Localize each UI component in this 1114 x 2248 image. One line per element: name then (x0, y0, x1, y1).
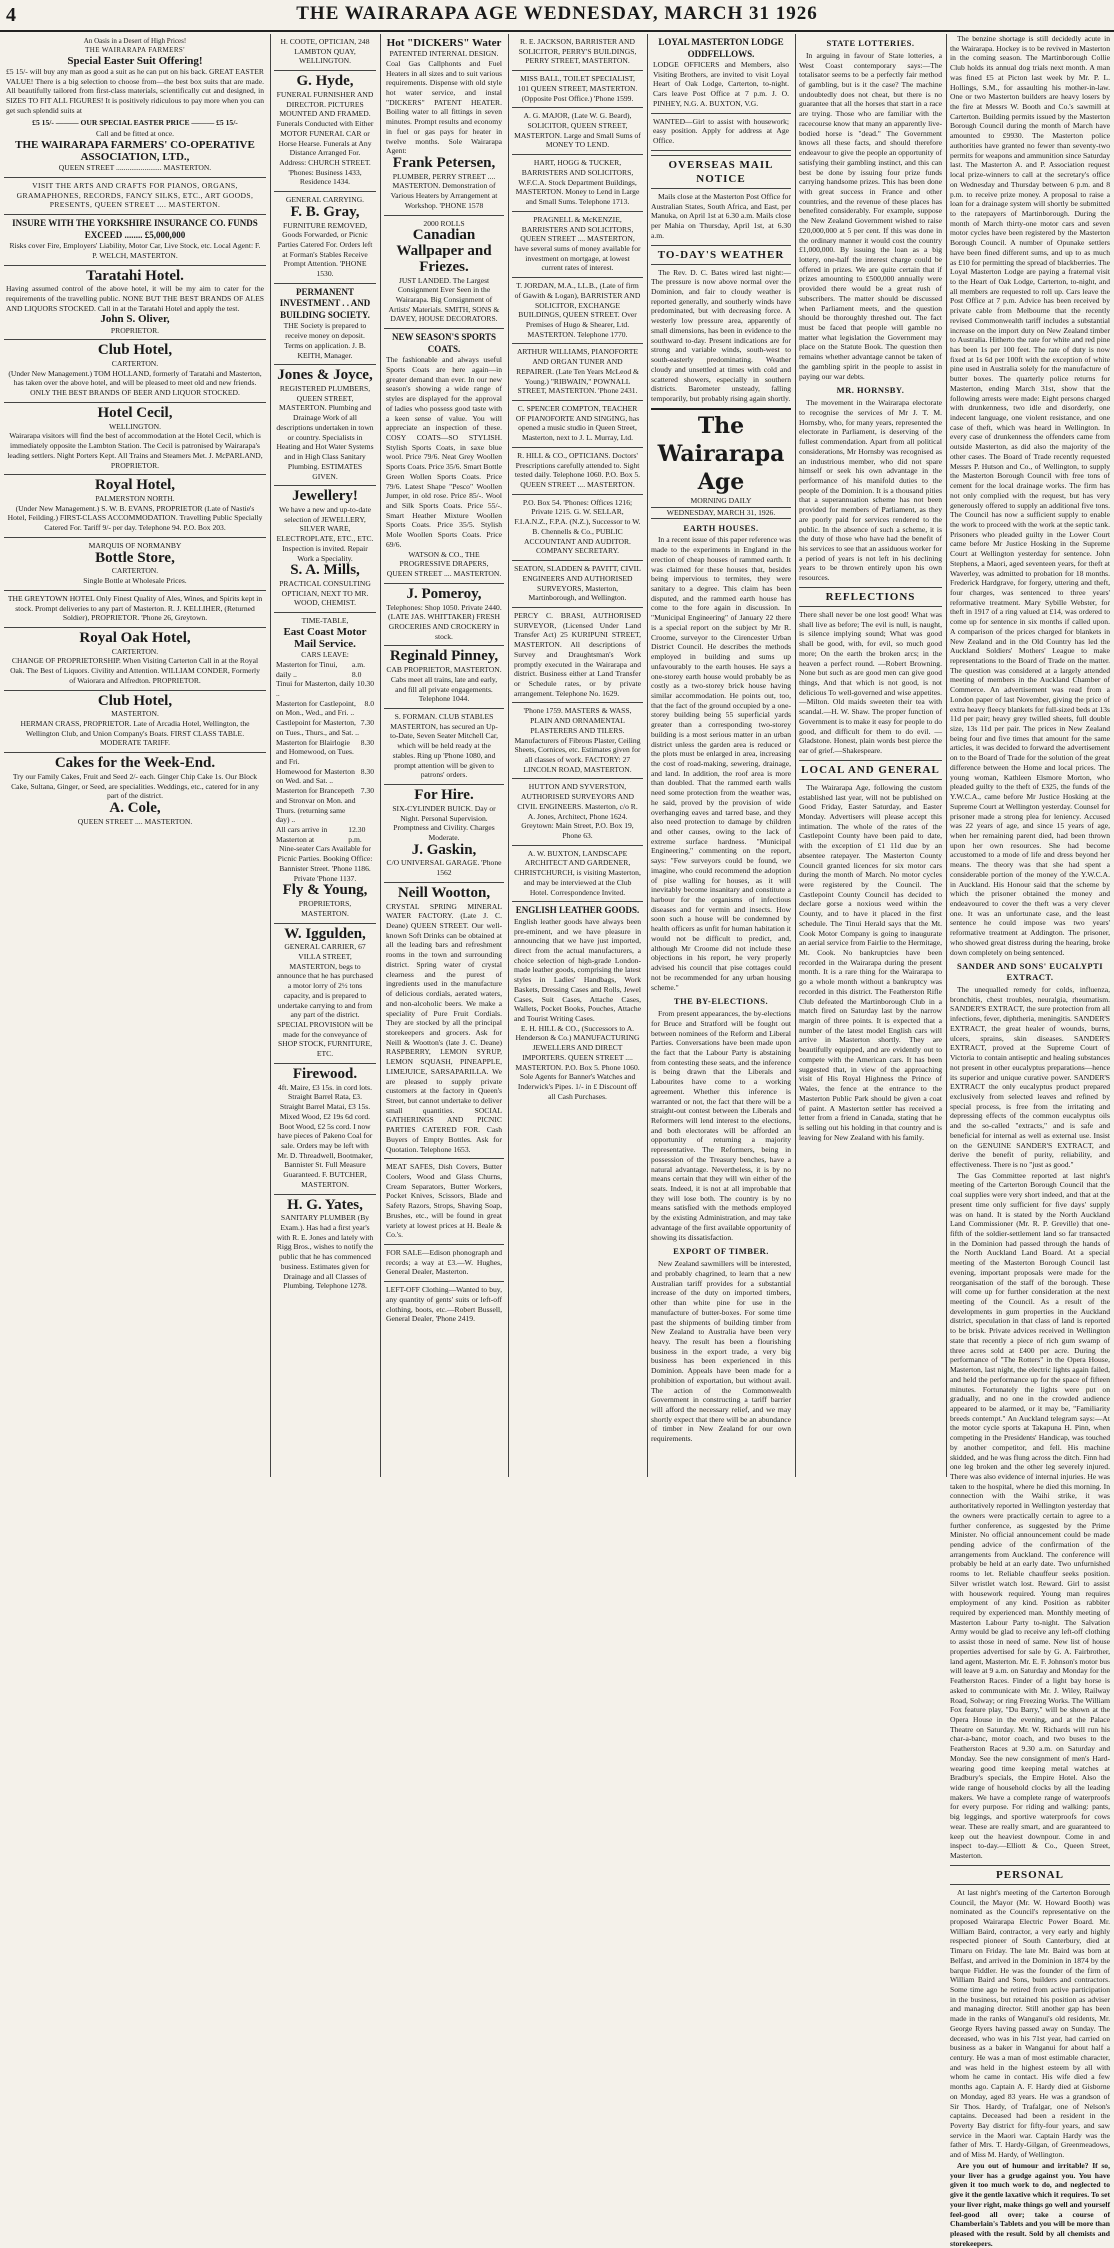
firewood-ad (274, 1064, 376, 1195)
dickers-heater-ad (384, 34, 504, 216)
timetable-row (276, 699, 374, 718)
ad-signature: A. Cole, (109, 800, 161, 817)
time: 7.30 (360, 718, 374, 728)
column-rule (946, 34, 947, 1477)
article-heading: STATE LOTTERIES. (826, 38, 915, 48)
ad-kicker: GENERAL CARRYING. (285, 195, 365, 205)
ad-body: 'Phone 1759. MASTERS & WASS, PLAIN AND ORNAMENTAL PLASTERERS AND TILERS. Manufacturers of Fibrous Plaster, Ceiling Sheets, Cornices, etc. Estimates given for all classes of work. FACTORY: 27 LINCOLN ROAD, MASTERTON. (514, 706, 641, 774)
notice-body: LODGE OFFICERS and Members, also Visiting Brothers, are invited to visit Loyal Heart of Oak Lodge, Carterton, to-night. Cars leave Post Office at 7 p.m. J. O. PINHEY, N.G. A. BUXTON, V.G. (653, 60, 789, 108)
route: Castlepoint for Masterton, on Tues., Thurs., and Sat. .. (276, 718, 359, 737)
ad-body: A. G. MAJOR, (Late W. G. Beard), SOLICITOR, QUEEN STREET, MASTERTON. Large and Small Sums of MONEY TO LEND. (514, 111, 641, 150)
seaton-sladden-ad (512, 561, 643, 608)
ad-sub: PATENTED INTERNAL DESIGN. (389, 49, 499, 59)
ad-headline: Club Hotel, (97, 692, 173, 709)
masters-wass-ad (512, 703, 643, 779)
bottle-store-ad (4, 538, 266, 591)
jewellery-ad (274, 486, 376, 613)
weather-body: The Rev. D. C. Bates wired last night:—The pressure is now above normal over the Dominion, and fair to cloudy weather is reported generally, and southerly winds have predominated, but with decreasing force. A westerly low pressure area, apparently of small dimensions, has been in evidence to the southward to-day. Present indications are for strong and variable winds, south-west to south-easterly predominating. Weather cloudy and unsettled at times with cold and scattered showers, especially in southern districts. Barometer unsteady, falling temporarily, but probably rising again shortly. (651, 267, 791, 403)
wootton-water-ad (384, 883, 504, 1159)
ad-body: Nine-seater Cars Available for Picnic Parties. Booking Office: Bannister Street. 'Phone 1186. Private 'Phone 1137. (277, 844, 373, 883)
ad-signature: J. Gaskin, (411, 841, 477, 858)
ad-firm: E. H. HILL & CO., (Successors to A. Henderson & Co.) MANUFACTURING JEWELLERS AND DIRECT IMPORTERS. QUEEN STREET .... MASTERTON. P.O. Box 5. Phone 1060. Sole Agents for Banner's Watches and Inderwick's Pipes. 1/- in £ Discount off all Cash Purchases. (515, 1023, 640, 1101)
article-body: New Zealand sawmillers will be interested, and probably chagrined, to learn that a new Australian tariff provides for a substantial increase of the duty on imported timbers, other than white pine for use in the manufacture of butter-boxes. For some time past the shipments of building timber from New Zealand to Australia have been very heavy. The result has been a flourishing business in the export trade, a very big business has been experienced in this Dominion. Appeals have been made for a prohibition of exportation, but without avail. The action of the Commonwealth Government in constructing a tariff barrier will afford the necessary relief, and we may shortly expect that there will be an abundance of timber in New Zealand for our own requirements. (651, 1259, 791, 1444)
ad-body: Having assumed control of the above hotel, it will be my aim to cater for the requirements of the travelling public. NONE BUT THE BEST BRANDS OF ALES AND LIQUORS STOCKED. Call in at the Taratahi Hotel and apply the test. (6, 284, 264, 313)
ad-firm: WATSON & CO., THE PROGRESSIVE DRAPERS, QUEEN STREET .... MASTERTON. (386, 549, 502, 579)
column-1 (4, 34, 266, 1477)
ad-body: SEATON, SLADDEN & PAVITT, CIVIL ENGINEERS AND AUTHORISED SURVEYORS, Masterton, Martinborough, and Wellington. (514, 564, 641, 603)
ad-body: Single Bottle at Wholesale Prices. (83, 576, 187, 586)
section-heading-reflections: REFLECTIONS (799, 587, 942, 607)
ad-role: PLUMBER, PERRY STREET .... MASTERTON. Demonstration of Various Heaters by Arrangement at Workshop. 'PHONE 1578 (390, 171, 498, 210)
ad-body: REGISTERED PLUMBERS, QUEEN STREET, MASTERTON. Plumbing and Drainage Work of all descriptions undertaken in town or country. Specialists in Heating and Hot Water Systems and in High Class Sanitary Plumbing. ESTIMATES GIVEN. (276, 384, 374, 481)
time: 8.30 (360, 766, 374, 776)
ad-sub: PALMERSTON NORTH. (95, 494, 175, 503)
pomeroy-ad (384, 584, 504, 647)
timetable-row (276, 767, 374, 786)
column-6 (799, 34, 942, 1477)
column-rule (647, 34, 648, 1477)
ad-body: SIX-CYLINDER BUICK. Day or Night. Personal Supervision. Promptness and Civility. Charges Moderate. (392, 803, 496, 842)
ad-kicker: MARQUIS OF NORMANBY (88, 540, 182, 550)
time: 10.30 (356, 679, 374, 689)
ad-headline: PERMANENT INVESTMENT . . AND BUILDING SOCIETY. (279, 286, 371, 320)
route: Tinui for Masterton, daily .. (276, 679, 355, 698)
timetable-row (276, 718, 374, 737)
ad-sub: MASTERTON. (111, 709, 159, 719)
ad-role: PROPRIETOR. (110, 325, 160, 335)
masthead-title: THE WAIRARAPA AGE WEDNESDAY, MARCH 31 1926 (296, 3, 818, 24)
column-3 (384, 34, 504, 1477)
ad-headline: Canadian Wallpaper and Friezes. (396, 227, 492, 275)
timetable-row (276, 738, 374, 767)
ad-body: Wairarapa visitors will find the best of accommodation at the Hotel Cecil, which is immediately opposite the Lambton Station. The Cecil is patronised by Wairarapa's leading settlers. Night Porters Kept. All Trains and Steamers Met. J. McPARLAND, PROPRIETOR. (7, 431, 263, 470)
ad-body: CAB PROPRIETOR, MASTERTON. Cabs meet all trains, late and early, and fill all private engagements. Telephone 1044. (386, 665, 502, 704)
ad-call: Call and be fitted at once. (95, 129, 175, 139)
ad-kicker: TIME-TABLE, (301, 616, 349, 626)
ad-signature: S. A. Mills, (290, 562, 360, 579)
time: 12.30 p.m. (348, 825, 366, 844)
ad-body: SANITARY PLUMBER (By Exam.). Has had a first year's with R. E. Jones and lately with Rigg Bros., wishes to notify the public that he has commenced business. Estimates given for Drainage and all Classes of Plumbing. Telephone 1278. (276, 1213, 374, 1291)
ad-body: C. SPENCER COMPTON, TEACHER OF PIANOFORTE AND SINGING, has opened a music studio in Queen Street, Masterton, next to J. L. Murray, Ltd. (515, 404, 640, 443)
ad-body: A. W. BUXTON, LANDSCAPE ARCHITECT AND GARDENER, CHRISTCHURCH, is visiting Masterton, and may be interviewed at the Club Hotel. Correspondence Invited. (514, 848, 641, 897)
coote-optician-ad (274, 34, 376, 71)
ad-kicker: 2000 ROLLS (423, 218, 465, 228)
ad-body: THE Society is prepared to receive money on deposit. Terms on application. J. B. KEITH, Manager. (283, 321, 367, 360)
cakes-ad (4, 753, 266, 830)
pinney-cab-ad (384, 646, 504, 709)
column-rule (270, 34, 271, 1477)
column-2 (274, 34, 376, 1477)
ad-body: T. JORDAN, M.A., LL.B., (Late of firm of Gawith & Logan), BARRISTER AND SOLICITOR, EXCHANGE BUILDINGS, QUEEN STREET. Over Premises of Hugo & Shearer, Ltd. MASTERTON. Telephone 1770. (514, 281, 641, 339)
article-heading: SANDER AND SONS' EUCALYPTI EXTRACT. (956, 961, 1104, 983)
route: Homewood for Masterton on Wed. and Sat. .. (276, 766, 355, 786)
reflections-body: There shall never be one lost good! What was shall live as before; The evil is null, is naught, is silence implying sound; What was good shall be good, with, for evil, so much good more; On the earth the broken arcs; in the heaven a perfect round. —Robert Browning. None but such as are good men can give good things, And that which is not good, is not delicious To well-governed and wise appetites. —Milton. Old maids sweeten their tea with scandal.—H. W. Shaw. The proper function of Government is to make it easy for people to do good, and difficult for them to do evil. —Gladstone. Honest, plain words best pierce the ear of grief.—Shakespeare. (799, 609, 942, 755)
ad-headline: Special Easter Suit Offering! (67, 54, 203, 67)
ad-body: CHANGE OF PROPRIETORSHIP. When Visiting Carterton Call in at the Royal Oak. The Best of Liquors. Civility and Attention. WILLIAM CONDER, Formerly of Waiorara and Alfredton. PROPRIETOR. (10, 656, 260, 685)
ad-body: FOR SALE—Edison phonograph and records; a way at £3.—W. Hughes, General Dealer, Masterton. (386, 1248, 502, 1277)
hill-opticians-ad (512, 448, 643, 495)
ad-body: LEFT-OFF Clothing—Wanted to buy, any quantity of gents' suits or left-off clothing, boots, etc.—Robert Bussell, General Dealer, 'Phone 2419. (386, 1285, 502, 1324)
ad-sub: CARTERTON. (111, 646, 159, 656)
timetable-row (276, 786, 374, 825)
ad-body: GENERAL CARRIER, 67 VILLA STREET, MASTERTON, begs to announce that he has purchased a motor lorry of 2½ tons capacity, and is prepared to undertake carrying to and from any part of the district. SPECIAL PROVISION will be made for the conveyance of SHOP STOCK, FURNITURE, ETC. (276, 942, 374, 1059)
leather-goods-ad (512, 902, 643, 1105)
article-heading: THE BY-ELECTIONS. (673, 996, 769, 1007)
buxton-gardener-ad (512, 846, 643, 903)
ad-body: The fashionable and always useful Sports Coats are here again—in greater demand than ever. In our new season's showing a wide range of styles are displayed for the approval of ladies who possess good taste with a keen sense of value. You will appreciate an inspection of these. COSY COATS—SO STYLISH. Stylish Sports Coats, in saxe blue wool. Price 79/6. Neat Grey Woollen Sports Coats. Price 35/6. Smart Bottle Green Wollen Sports Coats. Price 79/6. Latest Shape "Pesco" Woollen Jumper, in old rose. Price 85/-. Wool and Silk Sports Coats. Price 55/-. Smart Heather Mixture Woollen Sports Coats. Price 35/5. Stylish Mole Woollen Sports Coats. Price 69/6. (386, 355, 502, 549)
club-hotel-masterton-ad (4, 691, 266, 754)
building-society-ad (274, 284, 376, 365)
ad-body: MEAT SAFES, Dish Covers, Butter Coolers, Wood and Glass Churns, Cream Separators, Butter Workers, Pocket Knives, Scissors, Blade and Safety Razors, Strops, Shaving Soap, Brushes, etc., will be found in great variety at lowest prices at H. Beale & Co.'s. (386, 1162, 502, 1240)
mail-notice-body: Mails close at the Masterton Post Office for Australian States, South Africa, and East, per Manuka, on April 1st at 6.30 a.m. Mails close per Mahia on Thursday, April 1st, at 6.30 a.m. (651, 191, 791, 240)
brasi-surveyor-ad (512, 608, 643, 703)
ad-body: FUNERAL FURNISHER AND DIRECTOR. PICTURES MOUNTED AND FRAMED. Funerals Conducted with Either MOTOR FUNERAL CAR or Horse Hearse. Funerals at Any Distance Arranged For. Address: CHURCH STREET. 'Phones: Business 1433, Residence 1434. (276, 89, 374, 187)
ad-kicker-1: An Oasis in a Desert of High Prices! (83, 37, 187, 45)
toilet-specialist-ad (512, 71, 643, 108)
motor-mail-timetable (274, 613, 376, 923)
royal-hotel-ad (4, 475, 266, 538)
ad-body: HERMAN CRASS, PROPRIETOR. Late of Arcadia Hotel, Wellington, the Wellington Club, and Union Company's Boats. FIRST CLASS TABLE. MODERATE TARIFF. (20, 719, 250, 748)
closing-ad: Are you out of humour and irritable? If so, your liver has a grudge against you. You have given it too much work to do, and neglected to give it the gentle laxative which it requires. To set your liver right, make things go well and yourself feel-good all over; take a course of Chamberlain's Tablets and you will be more than pleased with the result. Sold by all chemists and storekeepers. (950, 2160, 1110, 2248)
ad-body: Coal Gas Callphonts and Fuel Heaters in all sizes and to suit various requirements. Dispense with old style hot water service, and instal "DICKERS" PATENT HEATER. Boiling water to all fittings in seven minutes. Prompt results and economy in fuel or gas pays for heater in twelve months. Sole Wairarapa Agent: (386, 58, 502, 156)
notice-body: WANTED—Girl to assist with housework; easy position. Apply for address at Age Office. (653, 116, 789, 146)
ad-body: Risks cover Fire, Employers' Liability, Motor Car, Live Stock, etc. Local Agent: F. P. WELCH, MASTERTON. (9, 241, 261, 260)
ad-body: MISS BALL, TOILET SPECIALIST, 101 QUEEN STREET, MASTERTON. (Opposite Post Office.) 'Phone 1599. (517, 74, 638, 103)
iggulden-carrier-ad (274, 924, 376, 1064)
ad-body: (Under New Management.) TOM HOLLAND, formerly of Taratahi and Masterton, has taken over the above hotel, and will be pleased to meet old and new friends. ONLY THE BEST BRANDS OF BEER AND LIQUOR STOCKED. (8, 368, 262, 398)
ad-headline: Hot "DICKERS" Water (386, 37, 502, 49)
ad-headline: J. Pomeroy, (406, 585, 482, 602)
route: All cars arrive in Masterton at (276, 825, 328, 844)
ad-body: P.O. Box 54. 'Phones: Offices 1216; Private 1215. G. W. SELLAR, F.I.A.N.Z., F.P.A. (N.Z.), Successor to W. B. Chennells & Co., PUBLIC ACCOUNTANT AND AUDITOR. COMPANY SECRETARY. (514, 497, 641, 556)
section-heading-weather: TO-DAY'S WEATHER (651, 245, 791, 265)
route: Masterton for Castlepoint, on Mon., Wed., and Fri. .. (276, 698, 356, 718)
hutton-syverston-ad (512, 779, 643, 845)
for-hire-ad (384, 785, 504, 883)
masthead (0, 0, 1114, 32)
jackson-solicitor-ad (512, 34, 643, 71)
ad-body: FURNITURE REMOVED, Goods Forwarded, or Picnic Parties Catered For. Orders left at Forman's Stables Receive Prompt Attention. 'PHONE 1530. (277, 220, 373, 279)
timetable-row (276, 679, 374, 698)
wanted-notice (651, 114, 791, 151)
williams-piano-tuner-ad (512, 344, 643, 401)
column-5 (651, 34, 791, 1477)
arts-crafts-ad (4, 178, 266, 215)
column-rule (380, 34, 381, 1477)
ad-headline: Jones & Joyce, (277, 367, 373, 384)
ad-headline: Jewellery! (292, 488, 358, 505)
farmers-suit-ad (4, 34, 266, 178)
oddfellows-notice (651, 34, 791, 114)
ad-headline: Royal Hotel, (95, 477, 175, 494)
ad-signature: John S. Oliver, (100, 313, 170, 326)
article-heading: EARTH HOUSES. (683, 522, 759, 533)
ad-body: HUTTON AND SYVERSTON, AUTHORISED SURVEYORS AND CIVIL ENGINEERS. Masterton, c/o R. A. Jones, Architect, Phone 1624. Greytown: Main Street, P.O. Box 19, Phone 63. (517, 782, 638, 841)
ad-body: JUST LANDED. The Largest Consignment Ever Seen in the Wairarapa. Big Consignment of Artists' Materials. SMITH, SONS & DAVEY, HOUSE DECORATORS. (388, 275, 500, 324)
royal-oak-hotel-ad (4, 628, 266, 691)
yorkshire-insurance-ad (4, 215, 266, 265)
ad-body: ARTHUR WILLIAMS, PIANOFORTE AND ORGAN TUNER AND REPAIRER. (Late Ten Years McLeod & Young.) "RIBWAIN," POWNALL STREET, MASTERTON. 'Phone 2431. (516, 347, 639, 396)
time: a.m. 8.0 (351, 659, 365, 679)
ad-headline: Club Hotel, (97, 342, 173, 359)
ad-headline: F. B. Gray, (290, 203, 360, 220)
route: Masterton for Brancepeth and Stronvar on Mon. and Thurs. (returning same day) .. (276, 786, 356, 825)
article-body: The unequalled remedy for colds, influenza, bronchitis, chest troubles, neuralgia, rheumatism. SANDER'S EXTRACT, the sure protection from all infections, fever, diphtheria, meningitis. SANDER'S EXTRACT, the great healer of wounds, burns, ulcers, sprains, skin diseases. SANDER'S EXTRACT, proved at the Supreme Court of Victoria to contain antiseptic and healing substances not present in other eucalyptus preparations—hence its superior and unique curative power. SANDER'S EXTRACT the only eucalyptus product prepared exclusively from selected leaves and refined by special process, is free from the irritating and depressing effects of the common eucalyptus oils and the so-called "extracts," and is safe and beneficial for internal as well as external use. Insist on the GENUINE SANDER'S EXTRACT, and derive the benefit of purity, reliability, and effectiveness. There is no "just as good." (950, 985, 1110, 1169)
ad-headline: East Coast Motor Mail Service. (283, 625, 367, 651)
ad-kicker-2: THE WAIRARAPA FARMERS' (85, 45, 185, 54)
club-hotel-carterton-ad (4, 340, 266, 403)
ad-signature: Fly & Young, (282, 882, 368, 899)
ad-sub: WELLINGTON. (109, 421, 161, 431)
forman-stables-ad (384, 709, 504, 785)
ad-headline: G. Hyde, (296, 73, 354, 90)
article-heading: MR. HORNSBY. (836, 385, 905, 396)
ad-headline: Hotel Cecil, (97, 404, 173, 421)
column-rule (795, 34, 796, 1477)
sports-coats-ad (384, 329, 504, 584)
ad-body: H. COOTE, OPTICIAN, 248 LAMBTON QUAY, WELLINGTON. (280, 37, 370, 66)
ad-role: PRACTICAL CONSULTING OPTICIAN, NEXT TO MR. WOOD, CHEMIST. (279, 579, 371, 608)
ad-body: PERCY C. BRASI, AUTHORISED SURVEYOR, (Licensed Under Land Transfer Act) 25 KURIPUNI STREET, MASTERTON. All descriptions of Survey and Draughtsman's Work promptly executed in the Wairarapa and district. Business either at Land Transfer or Schedule rates, or by private arrangement. Telephone No. 1629. (514, 610, 641, 698)
timetable-row (276, 660, 374, 679)
ad-headline: NEW SEASON'S SPORTS COATS. (391, 332, 497, 354)
jordan-barrister-ad (512, 278, 643, 344)
local-news-body: The Wairarapa Age, following the custom established last year, will not be published on Good Friday, Easter Saturday, and Easter Monday. Advertisers will please accept this intimation. The whole of the rates of the Castlepoint County have been paid to date, with the exception of £1 11d due by an absentee ratepayer. The Masterton County Council granted licences for six motor cars during the month of March. No motor cycles were registered by the Council. The Castlepoint County Council has decided to declare gorse a noxious weed within the County, and to have it placed in the first schedule. The Tinui Herald says that the Mt. Cook Motor Company is going to inaugurate an aerial service from Fairlie to the Hermitage, Mt. Cook. No bankruptcies have been recorded in the Wairarapa during the present month. It is a rare thing for the Wairarapa to go a whole month without a bankruptcy was recorded in this district. The Featherston Rifle Club defeated the Martinborough Club in a match fired on Saturday last by the narrow margin of three points. It is expected that a number of the latest model English cars will arrive in Masterton shortly. They are beautifully equipped, and are evidently out to compete with the American cars. It has been suggested that, in view of the approaching visit of His Royal Highness the Prince of Wales, the fence at the entrance to the Masterton Public Park should be given a coat of paint. A Masterton settler has received a letter from a friend in Canada, stating that he is selling out his holding in that country and is leaving for New Zealand with his family. (799, 782, 942, 1142)
ad-body: PRAGNELL & McKENZIE, BARRISTERS AND SOLICITORS, QUEEN STREET .... MASTERTON, have several sums of money available for investment on mortgage, at lowest current rates of interest. (514, 214, 641, 273)
compton-music-ad (512, 401, 643, 448)
column-rule (508, 34, 509, 1477)
article-body: In a recent issue of this paper reference was made to the experiments in England in the erection of cheap houses of rammed earth. It was claimed for these houses that, besides being impervious to termites, they were sanitary to a degree. This claim has been disputed, and the rammed earth house has come to the fore again in discussion. In "Municipal Engineering" of January 22 there is a special report on the subject by Mr R. Croome, surveyor to the Cirencester Urban District Council. He describes the methods employed in building and sums up unfavourably to the earth houses. He says a one-storey earth house would probably be as costly as a two-storey brick house having similar accommodation. He points out, too, that the fact of the ground occupied by a one-storey building being 55 superficial yards greater than a corresponding two-storey building is a most serious matter in an urban district unless the garden area is reduced or the plots must be enlarged in area, increasing the cost of road-making, sewering, drainage, and land. In addition, the roof area is more than doubled. That the rammed earth walls need some protection from the weather was, he said, proved by the provision of wide overhanging eaves and tarred base, and they also need protection to damage by children and other causes, owing to the lack of extreme surface hardness. "Municipal Engineering," commenting on the report, says: "Few surveyors could be found, we imagine, who could recommend the adoption of pise walling for houses, as it will inevitably become insanitary and constitute a harbour for the organisms of infectious diseases and for vermin and insects. How soon such a house will be condemned by health officers as unfit for human habitation it would not be difficult to predict, and, although Mr Croome did not include these objections in his report, he very properly advised his council that pise cottages could not be recommended for any urban housing scheme." (651, 535, 791, 992)
ad-body: (Under New Management.) S. W. B. EVANS, PROPRIETOR (Late of Nastie's Hotel, Feilding.) FIRST-CLASS ACCOMMODATION. Travelling Public Specially Catered For. Tariff 9/- per day. Telephone 94. P.O. Box 203. (7, 503, 263, 533)
ad-headline: INSURE WITH THE YORKSHIRE INSURANCE CO. FUNDS EXCEED ........ £5,000,000 (12, 218, 258, 240)
page-number: 4 (6, 4, 16, 26)
local-news-continued: The benzine shortage is still decidedly acute in the Wairarapa. Hockey is to be revived in Masterton in the coming season. The Martinborough Collie Club holds its annual dog trials next month. A man was fined £5 at Picton last week by Mr. P. L. Hollings, S.M., for assaulting his mother-in-law. One or two Masterton builders are heavy losers by the fire at Messrs W. Booth and Co.'s sawmill at Carterton. Building permits issued by the Masterton Borough Council during the month of March have amounted to £9930. The Masterton police authorities have granted no fewer than seventy-two permits for weapons and ammunition since Saturday last. The Masterton A. and P. Association request local prize-winners to call at the secretary's office on Wednesday and Thursday between 6 p.m. and 8 p.m. to receive prize money. A proposal to raise a loan for a drainage system will shortly be submitted to the ratepayers of Martinborough. During the month of March thirty-one motor cars and seven motor cycles have been registered by the Masterton Borough Council. A number of Opunake settlers have been fined different sums, and up to as much as £10 for permitting the spread of blackberries. The Loyal Masterton Lodge are paying a fraternal visit to the Heart of Oak Lodge, Carterton, to-night, and all members are requested to roll up. Cars leave the Post Office at 7 p.m. Advice has been received by private cable from Melbourne that the recently revised Commonwealth tariff includes a substantial increase on the import duty on New Zealand timber to Australia. Hitherto the rate for white and red pine has been 1s per 100 feet. The rate of duty is now fixed at 1s 6d per 100ft with the exception of white pine used in Australia solely for the manufacture of butter boxes. The quarterly police returns for Masterton, ending March 31st, show that the following arrests were made: Eight persons charged with drunkenness, two idle and disorderly, one indecent language, one violent resistance, and one case of theft, which was heard in Wellington. In every case of drunkenness the offenders came from outside Masterton, as did also the majority of the other cases. The Board of Trade recently requested Messrs P. Hutson and Co., of Wellington, to supply the Masterton Borough Council with free tons of cement for the local drainage works. The firm has not only complied with the request, but has very generously offered to supply an additional five tons. The Council has now a sufficient supply to enable the work to proceed with the work at the septic tank. Prisoners who pleaded guilty in the Lower Court came before Mr Justice Hosking in the Supreme Court at Wellington yesterday for sentence. John Stephens, a Maori, aged seventeen years, for theft at Waverley, was admitted to probation for 18 months. Frederick Hardgrave, for forgery, uttering and theft, four charges, was sentenced to three years' reformative treatment. Mary Sybille Webster, for theft in 1917 of a ring valued at £14, was ordered to come up for sentence in six months if called upon. A comparison of the prices charged for blankets in New Zealand and in the Old Country has led the Auckland Soldiers' Mothers' League to make representations to the Board of Trade on the matter. The question was considered at a largely attended meeting of members in the Auckland Chamber of Commerce. An advertisement was read from a London paper of last November, giving the price of extra heavy fleecy blankets for full-sized beds at 13s 11d per pair; heavy grey twilled sheets, full double size, 13s 11d per pair. The prices in New Zealand being four and five times that amount for the same articles, it was decided to forward the advertisement on to the Board of Trade for the solution of the great difference between the Home and local prices. The young woman, Kathleen Elsmore Morton, who pleaded guilty to the theft of £325, the funds of the Y.W.C.A., came before Mr Justice Hosking at the Supreme Court at Wellington yesterday. Counsel for prisoner made a strong plea for leniency. Accused was 22 years of age, and since 15 years of age, when her remaining parent died, had been thrown upon her own resources. She had become accustomed to a mode of life and dress beyond her means. The theory was that she had spent a considerable portion of the money of the Y.W.C.A. in Auckland. His Honour said that the scheme by which the prisoner obtained the money and endeavoured to cover the theft was a very clever one. It was an unfortunate case, and the least sentence he could impose was two years' reformative treatment at Addington. The prisoner, who showed great distress during the hearing, broke down completely on being sentenced. (950, 34, 1110, 957)
article-body: The movement in the Wairarapa electorate to recognise the services of Mr J. T. M. Hornsby, who, for many years, represented the electorate in Parliament, is deserving of the fullest commendation. Apart from all political considerations, Mr Hornsby was recognised as an industrious member, who did not spare himself or seek his own advantage in the performance of his manifold duties to the people of the Dominion. It is a thousand pities that a superannuation scheme has not been provided for members of Parliament, as they are poorly paid for services rendered to the public. In the absence of such a scheme, it is the duty of those who have had the benefit of his services to see that an assiduous worker for a period of years is not left in his declining years to be thrown entirely upon his own resources. (799, 398, 942, 583)
column-8 (950, 34, 1111, 2248)
ad-address: QUEEN STREET .... MASTERTON. (77, 816, 193, 826)
ad-headline: W. Iggulden, (284, 925, 366, 942)
ad-firm: THE WAIRARAPA FARMERS' CO-OPERATIVE ASSOCIATION, LTD., (15, 139, 255, 164)
ad-body: English leather goods have always been pre-eminent, and we have pleasure in announcing that we have just imported, direct from the actual manufacturers, a choice selection of high-grade London-made leather goods, comprising the latest styles in Ladies' Handbags, Work Baskets, Dressing Cases and Rolls, Jewel Cases, Suit Cases, Attache Cases, Wallets, Pocket Books, Pouches, Attache and Tourist Writing Cases. (514, 916, 641, 1024)
article-body: From present appearances, the by-elections for Bruce and Stratford will be fought out between nominees of the Reform and Liberal Parties. Conversations have been made upon the fact that the Labour Party is abstaining from contesting these seats, and the inference is being drawn that the Liberals and Labourites have come to a working agreement. Whether this inference is warranted or not, the fact that there will be a straight-out contest between the Liberals and Reformers will lend interest to the elections, and both electorates will be afforded an opportunity of returning a majority representative. The Reformers, being in possession of the Treasury benches, have a natural advantage. Nevertheless, it is by no means certain that they will win either of the seats. Indeed, it is not at all improbable that they will lose both. The country is by no means satisfied with the methods employed by the existing Administration, and may take advantage of the first available opportunity of showing its dissatisfaction. (651, 1009, 791, 1242)
news-briefs: The Gas Committee reported at last night's meeting of the Carterton Borough Council that the coal supplies were very short indeed, and that at the present time only sufficient for five days' supply was on hand. It is stated by the North Auckland Land Commissioner (Mr. R. P. Greville) that one-fifth of the soldier-settlement land so far transacted in the Dominion had passed through the hands of the North Auckland Land Board. At a special meeting of the Masterton Borough Council last evening, important proposals were made for the reorganisation of the staff of the borough. These will come up for further consideration at the next meeting of the Council. As a result of the developments in gum properties in the Auckland district, speculation in that class of land is reported to be brisk. Private advices received in Wellington state that recently a piece of rich gum swamp of three acres sold at £400 per acre. During the performance of "The Rotters" in the Opera House, Masterton, last night, the electric lights again failed, and held the performance up for the space of fifteen minutes. Fortunately the lights were put on gradually, and no one in the crowded audience appeared to be alarmed, or it may be, "Familiarity breeds contempt." An Auckland telegram says:—At the motor cycle sports at Takapuna H. Pinn, when competing in the Presidents' Handicap, was touched by another competitor, and fell. His machine skidded, and he was flung across the ditch. Finn had one leg broken and the other leg severely injured. There was also evidence of internal injuries. He was taken to the hospital, where he died this morning. In connection with the Waihi strike, it was authoritatively reported in Wellington yesterday that the owners were practically certain to agree to a further conference, as suggested by the Prime Minister. No official announcement could be made pending advice of the confirmation of the arrangements from Auckland. The conference will probably be held at an early date. Two unfurnished rooms to let. Reliable chauffeur seeks position. Silver wristlet watch lost. Reward. Girl to assist with housework required. Young man requires employment of any kind. Position as rabbiter required by experienced man. Monthly meeting of Masterton Labour Party to-night. The Salvation Army would be glad to receive any left-off clothing to assist those in need of same. New list of house properties advertised for sale by G. A. Fairbrother, land agent, Masterton. Mr. E. F. Johnson's motor bus will leave at 9 a.m. on Saturday and Monday for the Featherston Races. Finder of a light bay horse is asked to communicate with Mr. J. Wiley, Railway Road, Solway; or ring Freezing Works. The William Fox feature play, "Du Barry," will be shown at the Opera House in the evening, and at the Palace Theatre on Saturday. Mr. W. Richards will run his char-a-banc, motor coach, and two buses to the Featherston Races at 9.30 a.m. on Saturday and Monday. See the new consignment of men's Hard-wearing good time keeping metal watches at Bradbury's specials, the Empire Hotel. Also the wide range of household clocks by all the leading makers. We have a complete range of waterproofs for every purpose. For riding and walking: pants, big leggings, and sportive waterproofs for cows wear. These are really smart, and are guaranteed to keep out the heaviest downpour. Come in and inspect to-day.—Elliott & Co., Queen Street, Masterton. (950, 1170, 1111, 1860)
ad-headline: H. G. Yates, (287, 1196, 363, 1213)
ad-role: PROPRIETORS, MASTERTON. (298, 899, 352, 918)
ad-body: CRYSTAL SPRING MINERAL WATER FACTORY. (Late J. C. Deane) QUEEN STREET. Our well-known Soft Drinks can be obtained at all the leading bars and refreshment rooms in the town and surrounding district. Spring water of crystal clearness and the purest of ingredients used in the manufacture of delicious cordials, aerated waters, and non-alcoholic beers. We make a speciality of Pure Fruit Cordials. They are stocked by all the principal storekeepers and grocers. Ask for Neill & Wootton's (late J. C. Deane) RASPBERRY, LEMON SYRUP, LEMON SQUASH, PINEAPPLE, LIMEJUICE, SARSAPARILLA. We are pleased to supply private customers at the factory in Queen's Street, but cannot undertake to deliver small quantities. SOCIAL GATHERINGS AND PICNIC PARTIES CATERED FOR. Cash Buyers of Empty Bottles. Ask for Quotation. Telephone 1653. (386, 901, 502, 1154)
ad-body: £5 15/- will buy any man as good a suit as he can put on his back. GREAT EASTER VALUE! There is a big selection to choose from—the best box suits that are made. All beautifully tailored from first-class materials, scientifically cut and designed, in SIZES TO FIT ALL FIGURES! It is positively ridiculous to pay more when you can get such splendid suits at (6, 67, 264, 115)
ad-headline: Reginald Pinney, (389, 648, 499, 665)
section-heading-personal: PERSONAL (950, 1865, 1110, 1885)
ad-headline: For Hire. (414, 787, 474, 804)
ad-price: £5 15/- ——— OUR SPECIAL EASTER PRICE ——— £5 15/- (32, 117, 238, 127)
yates-plumber-ad (274, 1195, 376, 1296)
paper-subtitle: MORNING DAILY (690, 496, 752, 506)
section-heading-local: LOCAL AND GENERAL (799, 760, 942, 780)
time: 8.0 (364, 698, 374, 708)
hotel-cecil-ad (4, 403, 266, 475)
ad-sub: CARTERTON. (111, 566, 159, 576)
ad-body: R. HILL & CO., OPTICIANS. Doctors' Prescriptions carefully attended to. Sight tested daily. Telephone 1060. P.O. Box 5. QUEEN STREET .... MASTERTON. (514, 450, 641, 490)
personal-body: At last night's meeting of the Carterton Borough Council, the Mayor (Mr. W. Howard Booth) was nominated as the Council's representative on the proposed Wairarapa Electric Power Board. Mr. William Baird, contractor, a very early and highly respected pioneer of South Canterbury, died at Timaru on Friday. The late Mr. Baird was born at Belfast, and arrived in the Dominion in 1874 by the barque Fiddler. He was the founder of the firm of William Baird and Sons, builders and contractors. Some time ago he retired from active participation in the business, but retained his position as adviser and managing director. Still another gap has been made in the ranks of Wanganui's old residents, Mr. George Ryers having passed away on Sunday. The deceased, who was in his 71st year, had carried on business as a baker in Wanganui for about half a century. He was a man of most estimable character, and was held in the highest esteem by all with whom he came in contact. His wife died a few months ago. Captain A. F. Hardy died at Gisborne on Monday, aged 83 years. He was a grandson of Sir Thos. Hardy, of Trafalgar, one of Nelson's captains. Deceased had been a resident in the Poverty Bay district for fifty-four years, and saw service in the Maori war. Captain Hardy was the father of Mrs. T. Hardy-Gilgan, of Greenmeadows, and of Miss M. Hardy, of Wellington. (950, 1887, 1110, 2160)
section-heading-mail: OVERSEAS MAIL NOTICE (651, 155, 791, 189)
ad-body: THE GREYTOWN HOTEL Only Finest Quality of Ales, Wines, and Spirits kept in stock. Prompt deliveries to any part of Masterton. R. J. KELLIHER, (Returned Soldier), PROPRIETOR. 'Phone 26, Greytown. (7, 593, 263, 623)
taratahi-hotel-ad (4, 266, 266, 341)
ad-headline: Bottle Store, (95, 549, 175, 566)
time: 7.30 (360, 786, 374, 796)
pragnell-mckenzie-ad (512, 212, 643, 278)
ad-body: S. FORMAN. CLUB STABLES MASTERTON, has secured an Up-to-Date, Seven Seater Mitchell Car, which will be held ready at the stables. Ring up 'Phone 1080, and prompt attention will be given to patrons' orders. (389, 712, 499, 780)
article-heading: EXPORT OF TIMBER. (673, 1246, 769, 1257)
left-off-clothing-ad (384, 1282, 504, 1328)
major-solicitor-ad (512, 108, 643, 155)
ad-headline: Royal Oak Hotel, (79, 629, 191, 646)
ad-signature: Frank Petersen, (392, 155, 496, 171)
ad-text: VISIT THE ARTS AND CRAFTS FOR PIANOS, ORGANS, GRAMAPHONES, RECORDS, FANCY SILKS, ETC., ART GOODS, PRESENTS, QUEEN STREET .... MASTERTON. (16, 180, 254, 210)
paper-nameplate (651, 408, 791, 519)
ad-body: R. E. JACKSON, BARRISTER AND SOLICITOR, PERRY'S BUILDINGS, PERRY STREET, MASTERTON. (518, 37, 637, 66)
column-4 (512, 34, 643, 1477)
ad-body: We have a new and up-to-date selection of JEWELLERY, SILVER WARE, ELECTROPLATE, ETC., ETC. Inspection is invited. Repair Work a Speciality. (276, 504, 374, 563)
ad-address: QUEEN STREET ........................ MASTERTON. (58, 163, 212, 173)
ad-body: 4ft. Maire, £3 15s. in cord lots. Straight Barrel Rata, £3. Straight Barrel Matai, £3 15s. Mixed Wood, £2 19s 6d cord. Boot Wood, £2 5s cord. I now have pieces of Pakeno Coal for sale. Orders may be left with Mr. D. Threadwell, Bootmaker, Bannister St. Full Measure Guaranteed. F. BUTCHER, MASTERTON. (277, 1082, 373, 1189)
time: 8.30 (360, 737, 374, 747)
ad-headline: Cakes for the Week-End. (54, 755, 216, 772)
gray-carrier-ad (274, 192, 376, 284)
ad-body: Try our Family Cakes, Fruit and Seed 2/- each. Ginger Chip Cake 1s. Our Block Cake, Sultana, Ginger, or Seed, are specialities. Weddings, etc., catered for in any part of the district. (11, 771, 259, 801)
paper-logo: The Wairarapa Age (657, 412, 785, 495)
route: Masterton for Blairlogie and Homewood, on Tues. and Fri. (276, 737, 354, 767)
timetable-row (276, 825, 374, 844)
canadian-wallpaper-ad (384, 216, 504, 330)
for-sale-ad (384, 1245, 504, 1282)
timetable-rows (276, 660, 374, 845)
ad-headline: Neill Wootton, (397, 884, 491, 901)
ad-role: C/O UNIVERSAL GARAGE. 'Phone 1562 (386, 858, 502, 878)
ad-headline: Firewood. (292, 1065, 358, 1082)
article-body: In arguing in favour of State lotteries, a West Coast contemporary says:—The totalisator seems to be a perfectly fair method of gambling, but is it the case? The machine undoubtedly does not cheat, but there is no guarantee that all the horses that start in a race are trying. Those who are familiar with the racecourse know that many an apparently live-bodied horse is "dead." The Government knows all these facts, and should therefore endeavour to give the people an opportunity of satisfying their gambling instinct, and this can best be done by issuing four prize funds carrying handsome prizes. This has been done with great success in France and other countries, and the revenue of these places has benefited considerably. For example, suppose the New Zealand Government wished to raise £20,000,000 at 5 per cent. If this was done in the ordinary manner it would cost the country £1,000,000. By issuing the loan as a big lottery, one-half the interest charge could be offered in prizes. We are quite certain that if prizes amounting to £500,000 annually were provided there would be a great rush of subscribers. The matter should be discussed when Parliament meets, and the question should be thoroughly threshed out. The fact must be faced that people will gamble no matter what legislation the Government may place on the Statute Book. The question then remains whether advantage cannot be taken of the gambling spirit in the people to assist in paying our war debts. (799, 50, 942, 381)
ad-headline: ENGLISH LEATHER GOODS. (515, 905, 640, 916)
ad-sub: CARS LEAVE: (301, 650, 349, 660)
ad-sub: CARTERTON. (111, 359, 159, 369)
hyde-funeral-ad (274, 71, 376, 192)
route: Masterton for Tinui, daily .. (276, 659, 338, 679)
greytown-hotel-ad (4, 591, 266, 628)
meat-safes-ad (384, 1159, 504, 1245)
jones-joyce-ad (274, 365, 376, 486)
ad-headline: Taratahi Hotel. (86, 267, 184, 284)
ad-body: HART, HOGG & TUCKER, BARRISTERS AND SOLICITORS, W.F.C.A. Stock Department Buildings, MASTERTON. Money to Lend in Large and Small Sums. Telephone 1713. (515, 158, 640, 207)
sellar-accountant-ad (512, 495, 643, 561)
notice-headline: LOYAL MASTERTON LODGE ODDFELLOWS. (658, 37, 784, 59)
ad-body: Telephones: Shop 1050. Private 2440. (LATE JAS. WHITTAKER) FRESH GROCERIES AND CROCKERY in stock. (386, 602, 502, 641)
paper-date: WEDNESDAY, MARCH 31, 1926. (651, 507, 791, 519)
hart-hogg-tucker-ad (512, 155, 643, 212)
